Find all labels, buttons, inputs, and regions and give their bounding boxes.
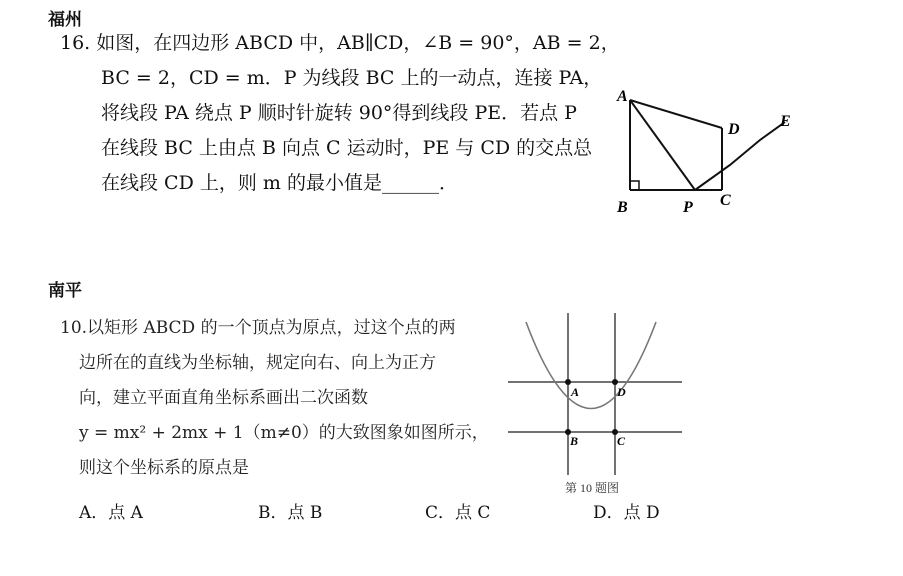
option-c[interactable]: C．点 C — [425, 503, 491, 523]
parabola-curve — [526, 322, 656, 409]
region-title-fuzhou: 福州 — [48, 10, 82, 30]
label-d: D — [728, 121, 740, 138]
label-a: A — [571, 385, 580, 399]
label-b: B — [570, 434, 579, 448]
problem-10-line-2: 边所在的直线为坐标轴，规定向右、向上为正方 — [79, 353, 436, 373]
label-a: A — [617, 88, 628, 105]
problem-10-line-3: 向，建立平面直角坐标系画出二次函数 — [79, 388, 368, 408]
problem-16-line-5: 在线段 CD 上，则 m 的最小值是______． — [101, 172, 458, 194]
region-title-nanping: 南平 — [48, 281, 82, 301]
label-c: C — [720, 192, 731, 209]
problem-10-line-1: 10.以矩形 ABCD 的一个顶点为原点，过这个点的两 — [60, 318, 456, 338]
figure-caption: 第 10 题图 — [565, 481, 620, 495]
label-b: B — [617, 199, 628, 216]
problem-10-line-4: y = mx² + 2mx + 1（m≠0）的大致图象如图所示， — [79, 423, 489, 443]
label-e: E — [780, 113, 791, 130]
label-c: C — [617, 434, 626, 448]
option-d[interactable]: D．点 D — [593, 503, 660, 523]
problem-16-line-2: BC = 2，CD = m．P 为线段 BC 上的一动点，连接 PA， — [101, 67, 603, 89]
problem-16-line-3: 将线段 PA 绕点 P 顺时针旋转 90°得到线段 PE．若点 P — [101, 102, 577, 124]
option-b[interactable]: B．点 B — [258, 503, 323, 523]
label-p: P — [683, 199, 693, 216]
label-d: D — [617, 385, 626, 399]
problem-10-line-5: 则这个坐标系的原点是 — [79, 458, 249, 478]
grid-lines — [508, 313, 682, 475]
problem-16-line-1: 16. 如图，在四边形 ABCD 中，AB∥CD，∠B = 90°，AB = 2， — [60, 32, 620, 54]
problem-16-line-4: 在线段 BC 上由点 B 向点 C 运动时，PE 与 CD 的交点总 — [101, 137, 593, 159]
option-a[interactable]: A．点 A — [79, 503, 143, 523]
